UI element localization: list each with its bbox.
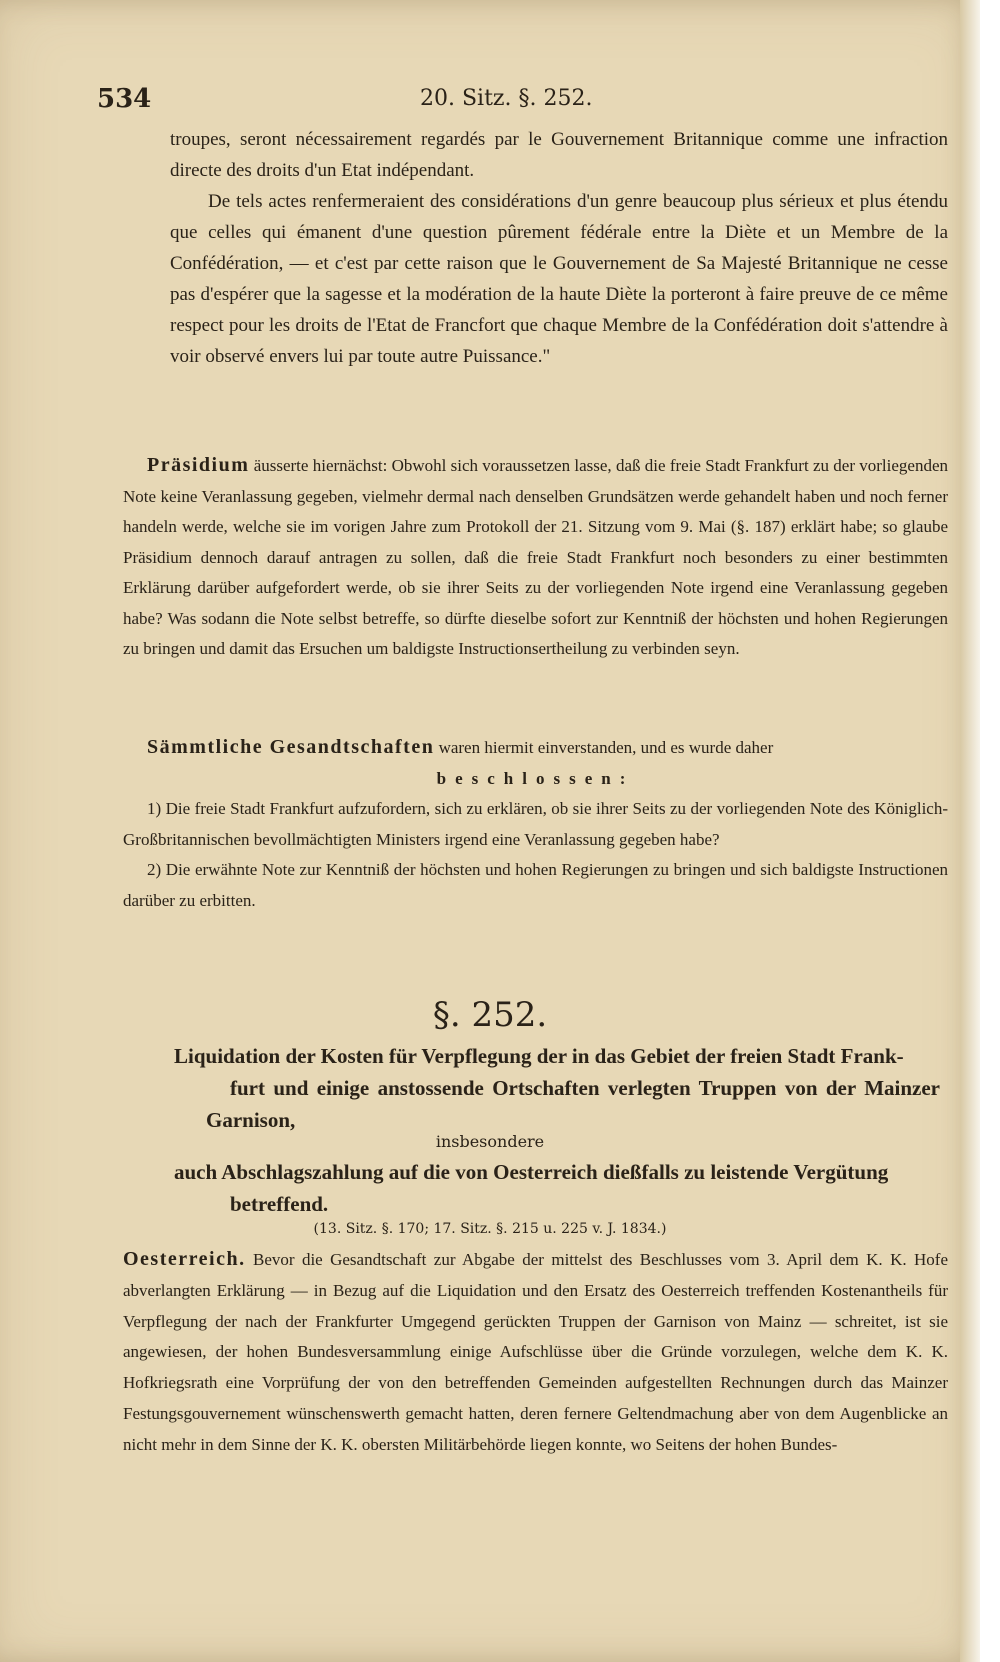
beschlossen-label: beschlossen: [436, 768, 635, 788]
section-reference: (13. Sitz. §. 170; 17. Sitz. §. 215 u. 225 v. J. 1834.) [313, 1221, 667, 1237]
title-line-3: auch Abschlagszahlung auf die von Oesterreich dießfalls zu leistende Vergütung [174, 1160, 889, 1184]
oesterreich-statement [123, 1244, 948, 1461]
section-title-cont [150, 1156, 940, 1220]
page-header [0, 84, 980, 118]
section-number: §. 252. [432, 995, 548, 1035]
french-paragraph-2: De tels actes renfermeraient des considérations d'un genre beaucoup plus sérieux et plus étendu que celles qui émanent d'une question pûrement fédérale entre la Diète et un Membre de la Confédération, — et c'est par cette raison que le Gouvernement de Sa Majesté Britannique ne cesse pas d'espérer que la sagesse et la modération de la haute Diète la porteront à faire preuve de ce même respect pour les droits de l'Etat de Francfort que chaque Membre de la Confédération doit s'attendre à voir observé envers lui par toute autre Puissance." [170, 191, 948, 367]
speaker-praesidium: Präsidium [147, 454, 250, 476]
page-edge [960, 0, 980, 1662]
resolution-item-1: 1) Die freie Stadt Frankfurt aufzufordern, sich zu erklären, ob sie ihrer Seits zu der vorliegenden Note des Königlich-Großbritannischen bevollmächtigten Ministers irgend eine Veranlassung gegeben habe? [123, 799, 948, 849]
french-quotation [170, 124, 948, 372]
praesidium-text: äusserte hiernächst: Obwohl sich voraussetzen lasse, daß die freie Stadt Frankfurt zu der vorliegenden Note keine Veranlassung gegeben, vielmehr dermal nach denselben Grundsätzen werde gehandelt haben und noch ferner handeln werde, welche sie im vorigen Jahre zum Protokoll der 21. Sitzung vom 9. Mai (§. 187) erklärt habe; so glaube Präsidium dennoch darauf antragen zu sollen, daß die freie Stadt Frankfurt noch besonders zu einer bestimmten Erklärung darüber aufgefordert werde, ob sie ihrer Seits zu der vorliegenden Note irgend eine Veranlassung gegeben habe? Was sodann die Note selbst betreffe, so dürfte dieselbe sofort zur Kenntniß der höchsten und hohen Regierungen zu bringen und damit das Ersuchen um baldigste Instructionsertheilung zu verbinden seyn. [123, 456, 949, 658]
resolution-text: waren hiermit einverstanden, und es wurde daher [438, 738, 774, 757]
title-line-2: furt und einige anstossende Ortschaften verlegten Truppen von der Mainzer Garnison, [206, 1076, 940, 1132]
speaker-gesandtschaften: Sämmtliche Gesandtschaften [147, 736, 435, 758]
insbesondere-label: insbesondere [435, 1132, 545, 1151]
section-title [150, 1040, 940, 1136]
speaker-oesterreich: Oesterreich. [123, 1248, 246, 1270]
praesidium-statement [123, 450, 948, 665]
resolution-item-2: 2) Die erwähnte Note zur Kenntniß der höchsten und hohen Regierungen zu bringen und sich baldigste Instructionen darüber zu erbitten. [123, 860, 948, 910]
resolution-block [123, 732, 948, 916]
oesterreich-text: Bevor die Gesandtschaft zur Abgabe der mittelst des Beschlusses vom 3. April dem K. K. Hofe abverlangten Erklärung — in Bezug auf die Liquidation und den Ersatz des Oesterreich treffenden Kostenantheils für Verpflegung der nach der Frankfurter Umgegend gerückten Truppen der Garnison von Mainz — schreitet, ist sie angewiesen, der hohen Bundesversammlung einige Aufschlüsse über die Gründe vorzulegen, welche dem K. K. Hofkriegsrath eine Vorprüfung der von den betreffenden Gemeinden aufgestellten Rechnungen durch das Mainzer Festungsgouvernement wünschenswerth gemacht hatten, deren fernere Geltendmachung aber von dem Augenblicke an nicht mehr in dem Sinne der K. K. obersten Militärbehörde liegen konnte, wo Seitens der hohen Bundes- [123, 1250, 948, 1454]
running-head: 20. Sitz. §. 252. [420, 86, 593, 111]
title-line-4: betreffend. [230, 1192, 329, 1216]
french-paragraph-1: troupes, seront nécessairement regardés par le Gouvernement Britannique comme une infraction directe des droits d'un Etat indépendant. [170, 129, 948, 181]
title-line-1: Liquidation der Kosten für Verpflegung der in das Gebiet der freien Stadt Frank- [174, 1044, 904, 1068]
page-number: 534 [97, 84, 152, 114]
